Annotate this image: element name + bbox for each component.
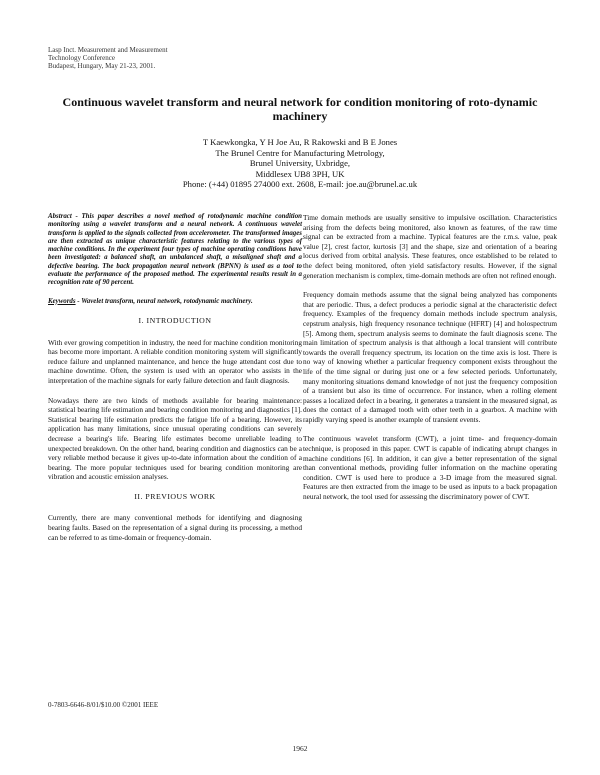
author-block bbox=[100, 137, 500, 190]
keywords-text: - Wavelet transform, neural network, rotodynamic machinery. bbox=[75, 297, 253, 305]
section-heading-introduction: I. INTRODUCTION bbox=[138, 315, 212, 325]
conference-line-2: Technology Conference bbox=[48, 54, 115, 62]
conference-header bbox=[48, 46, 168, 70]
author-affiliation: The Brunel Centre for Manufacturing Metrology, bbox=[215, 147, 385, 158]
keywords-label: Keywords bbox=[48, 297, 76, 305]
left-column bbox=[48, 213, 302, 552]
paper-title: Continuous wavelet transform and neural network for condition monitoring of roto-dynamic machinery bbox=[62, 95, 538, 123]
conference-line-3: Budapest, Hungary, May 21-23, 2001. bbox=[48, 62, 156, 70]
paragraph: Nowadays there are two kinds of methods available for bearing maintenance: statistical bearing life estimation and bearing condition monitoring and diagnostics [1]. Statistical bearing life estimation predicts the fatigue life of a bearing. However, its application has many limitations, since unusual operating conditions can severely decrease a bearing's life. Bearing life estimates become unreliable leading to unexpected breakdown. On the other hand, bearing condition and diagnostics can be a very reliable method because it gives up-to-date information about the condition of a bearing. The more popular techniques used for bearing condition monitoring are vibration and acoustic emission analyses. bbox=[48, 395, 302, 482]
paragraph: With ever growing competition in industry, the need for machine condition monitoring has become more important. A reliable condition monitoring system will significantly reduce failure and unplanned maintenance, and hence the huge attendant cost due to machine downtime. Often, the system is used with an operator who assists in the interpretation of the machine signals for early failure detection and fault diagnosis. bbox=[48, 337, 302, 385]
author-address: Middlesex UB8 3PH, UK bbox=[255, 168, 345, 179]
copyright-notice: 0-7803-6646-8/01/$10.00 ©2001 IEEE bbox=[48, 701, 159, 709]
paragraph: The continuous wavelet transform (CWT), a joint time- and frequency-domain technique, is proposed in this paper. CWT is capable of indicating abrupt changes in machine conditions [6]. In addition, it can give a better representation of the signal than conventional methods, providing fuller information on the machine operating condition. CWT is used here to produce a 3-D image from the measured signal. Features are then extracted from the image to be used as inputs to a back propagation neural network, the tool used for assessing the discriminatory power of CWT. bbox=[303, 434, 557, 502]
author-university: Brunel University, Uxbridge, bbox=[249, 158, 351, 169]
conference-line-1: Lasp Inct. Measurement and Measurement bbox=[48, 46, 168, 54]
paragraph: Currently, there are many conventional methods for identifying and diagnosing bearing faults. Based on the representation of a signal during its processing, a method can be referred to as time-domain or frequency-domain. bbox=[48, 513, 302, 542]
paragraph: Frequency domain methods assume that the signal being analyzed has components that are periodic. Thus, a defect produces a periodic signal at the characteristic defect frequency. Examples of the frequency domain methods include spectrum analysis, cepstrum analysis, high frequency resonance technique (HFRT) [4] and holospectrum [5]. Among them, spectrum analysis seems to dominate the fault diagnosis scene. The main limitation of spectrum analysis is that although a local transient will contribute towards the overall frequency spectrum, its location on the time axis is lost. There is no way of knowing whether a particular frequency component exists throughout the life of the time signal or during just one or a few selected periods. Unfortunately, many monitoring situations demand knowledge of not just the frequency composition of a transient but also its time of occurrence. For instance, when a rolling element passes a localized defect in a bearing, it generates a transient in the measured signal, as does the contact of a damaged tooth with other teeth in a gearbox. A machine with rapidly varying speed is another example of transient events. bbox=[303, 290, 557, 424]
section-heading-previous-work: II. PREVIOUS WORK bbox=[134, 491, 216, 501]
author-names: T Kaewkongka, Y H Joe Au, R Rakowski and B E Jones bbox=[202, 137, 398, 147]
paragraph: Time domain methods are usually sensitive to impulsive oscillation. Characteristics arising from the defects being monitored, also known as features, of the raw time signal can be extracted from a machine. Typical features are the r.m.s. value, peak value [2], crest factor, kurtosis [3] and the shape, size and orientation of a bearing locus derived from orbital analysis. These features, once established to be related to the defect being monitored, often yield satisfactory results. However, if the signal generation mechanism is complex, time-domain methods are often not refined enough. bbox=[303, 213, 557, 280]
keywords bbox=[48, 298, 302, 306]
abstract: Abstract - This paper describes a novel method of rotodynamic machine condition monitoring using a wavelet transform and a neural network. A continuous wavelet transform is applied to the signals collected from accelerometer. The transformed images are then extracted as unique characteristic features relating to the various types of machine conditions. In the experiment four types of machine operating conditions have been investigated: a balanced shaft, an unbalanced shaft, a misaligned shaft and a defective bearing. The back propagation neural network (BPNN) is used as a tool to evaluate the performance of the proposed method. The experimental results result in a recognition rate of 90 percent. bbox=[48, 213, 302, 287]
author-contact: Phone: (+44) 01895 274000 ext. 2608, E-mail: joe.au@brunel.ac.uk bbox=[182, 179, 418, 190]
right-column bbox=[303, 213, 557, 512]
page-number: 1962 bbox=[292, 744, 308, 753]
